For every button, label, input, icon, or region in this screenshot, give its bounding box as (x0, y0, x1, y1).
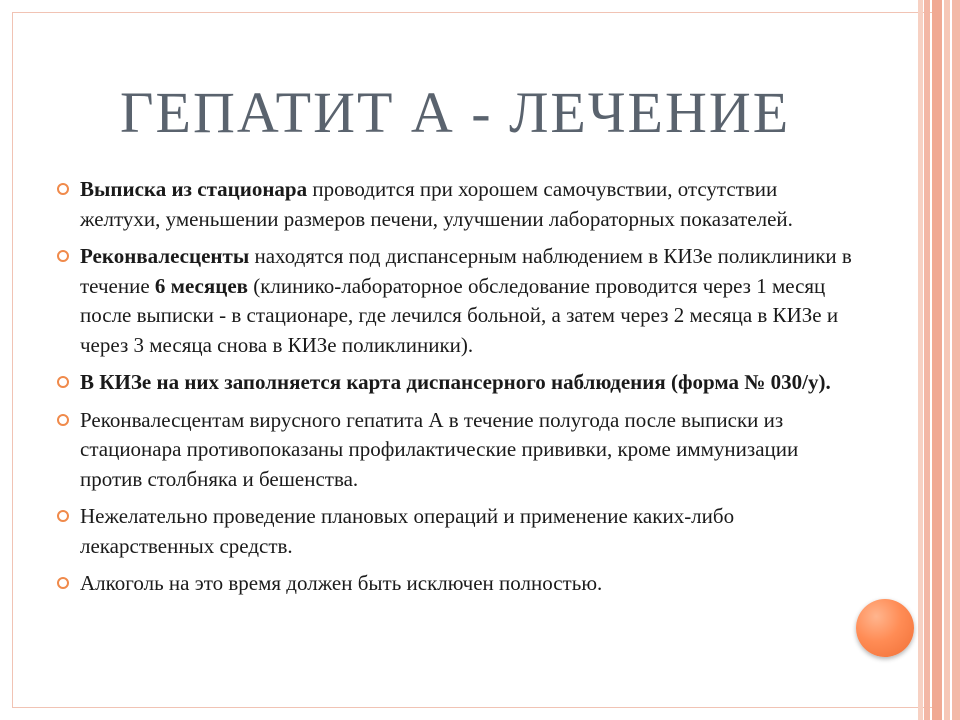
bullet-bold-text: Выписка из стационара (80, 177, 308, 201)
bullet-item (56, 406, 856, 495)
bullet-text: проводится при хорошем самочувствии, отсутствии желтухи, уменьшении размеров печени, улучшении лабораторных показателей. (80, 177, 793, 231)
bullet-text: Алкоголь на это время должен быть исключен полностью. (80, 571, 603, 595)
bullet-icon (57, 510, 69, 522)
decorative-stripe (944, 0, 950, 720)
bullet-list (56, 175, 856, 607)
bullet-bold-text: В КИЗе на них заполняется карта диспансерного наблюдения (форма № 030/у). (80, 370, 831, 394)
bullet-item (56, 175, 856, 234)
bullet-bold-text: 6 месяцев (154, 273, 248, 298)
bullet-text: (клинико-лабораторное обследование проводится через 1 месяц после выписки - в стационаре, где лечился больной, а затем через 2 месяца в КИЗе и через 3 месяца снова в КИЗе поликлиники). (80, 273, 839, 357)
bullet-icon (57, 250, 69, 262)
decorative-stripe (952, 0, 960, 720)
bullet-icon (57, 183, 69, 195)
orange-orb-icon (856, 599, 914, 657)
bullet-text: Реконвалесцентам вирусного гепатита А в течение полугода после выписки из стационара противопоказаны профилактические прививки, кроме иммунизации против столбняка и бешенства. (80, 407, 799, 491)
bullet-item (56, 569, 856, 599)
bullet-text: Нежелательно проведение плановых операций и применение каких-либо лекарственных средств. (80, 504, 735, 558)
decorative-stripe (918, 0, 923, 720)
bullet-item (56, 242, 856, 360)
bullet-item (56, 502, 856, 561)
bullet-icon (57, 577, 69, 589)
slide-title: ГЕПАТИТ А - ЛЕЧЕНИЕ (120, 80, 791, 145)
bullet-item (56, 368, 856, 398)
bullet-icon (57, 376, 69, 388)
decorative-stripe (932, 0, 942, 720)
bullet-icon (57, 414, 69, 426)
bullet-bold-text: Реконвалесценты (80, 244, 250, 268)
decorative-stripe (924, 0, 930, 720)
bullet-text: находятся под диспансерным наблюдением в КИЗе поликлиники в течение (80, 244, 852, 298)
